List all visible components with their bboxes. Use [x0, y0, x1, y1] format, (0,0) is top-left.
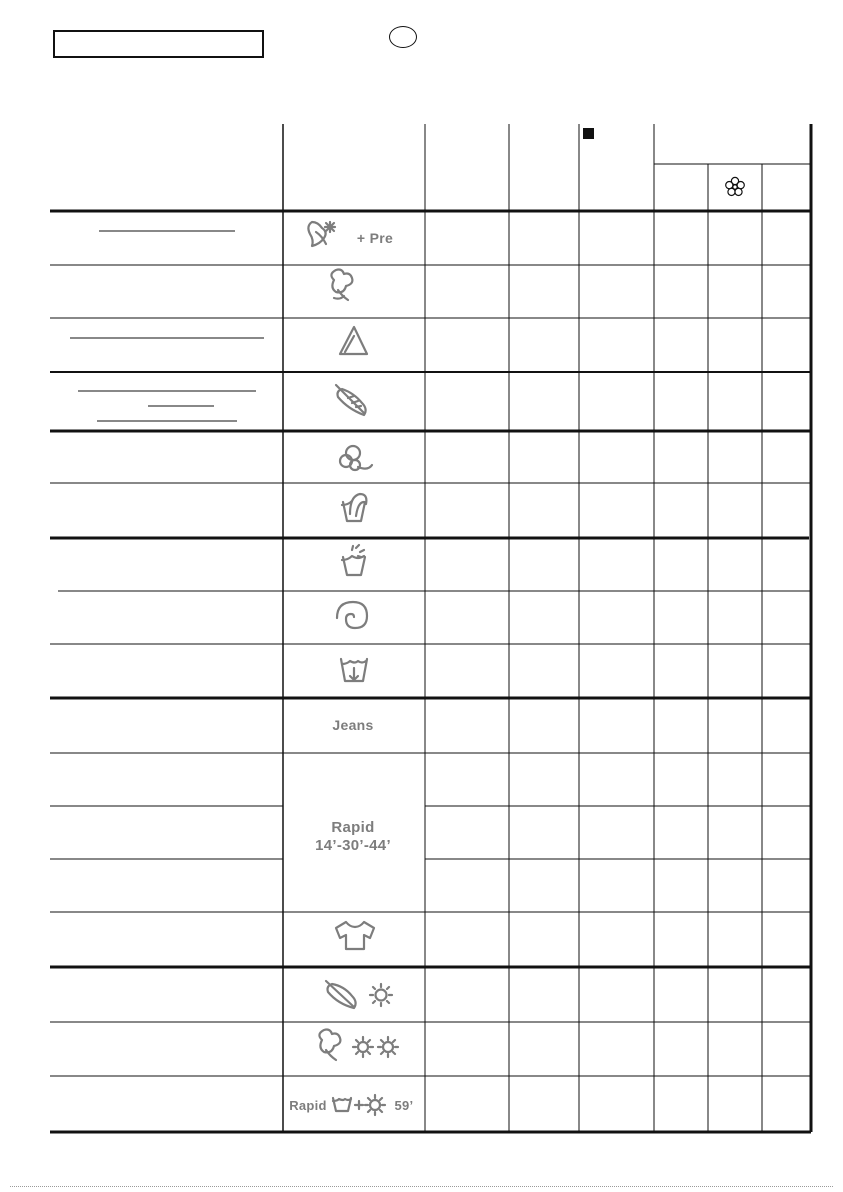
rapid-label: Rapid	[331, 818, 375, 836]
rinse-icon	[342, 545, 365, 575]
feather-dry-icon	[326, 981, 392, 1008]
cotton-icon	[331, 270, 352, 301]
rapid-wash-dry-label: Rapid	[289, 1097, 327, 1113]
flower-icon	[726, 177, 745, 195]
synthetic-icon	[340, 327, 367, 354]
hand-wash-icon	[342, 494, 366, 521]
wool-icon	[340, 446, 372, 470]
shirt-icon	[336, 922, 374, 949]
jeans-label: Jeans	[332, 717, 374, 733]
page-edge-dots	[10, 1186, 833, 1187]
drain-icon	[341, 659, 367, 681]
spin-icon	[337, 602, 367, 628]
cotton-prewash-icon	[308, 222, 335, 246]
prewash-label: + Pre	[356, 230, 394, 246]
legend-square	[583, 128, 594, 139]
rapid-wash-dry-time: 59’	[394, 1097, 414, 1113]
cotton-dry-icon	[319, 1030, 398, 1061]
rapid-wash-dry-icon	[333, 1095, 385, 1115]
delicate-feather-icon	[336, 385, 366, 415]
rapid-times-label: 14’-30’-44’	[315, 836, 391, 854]
